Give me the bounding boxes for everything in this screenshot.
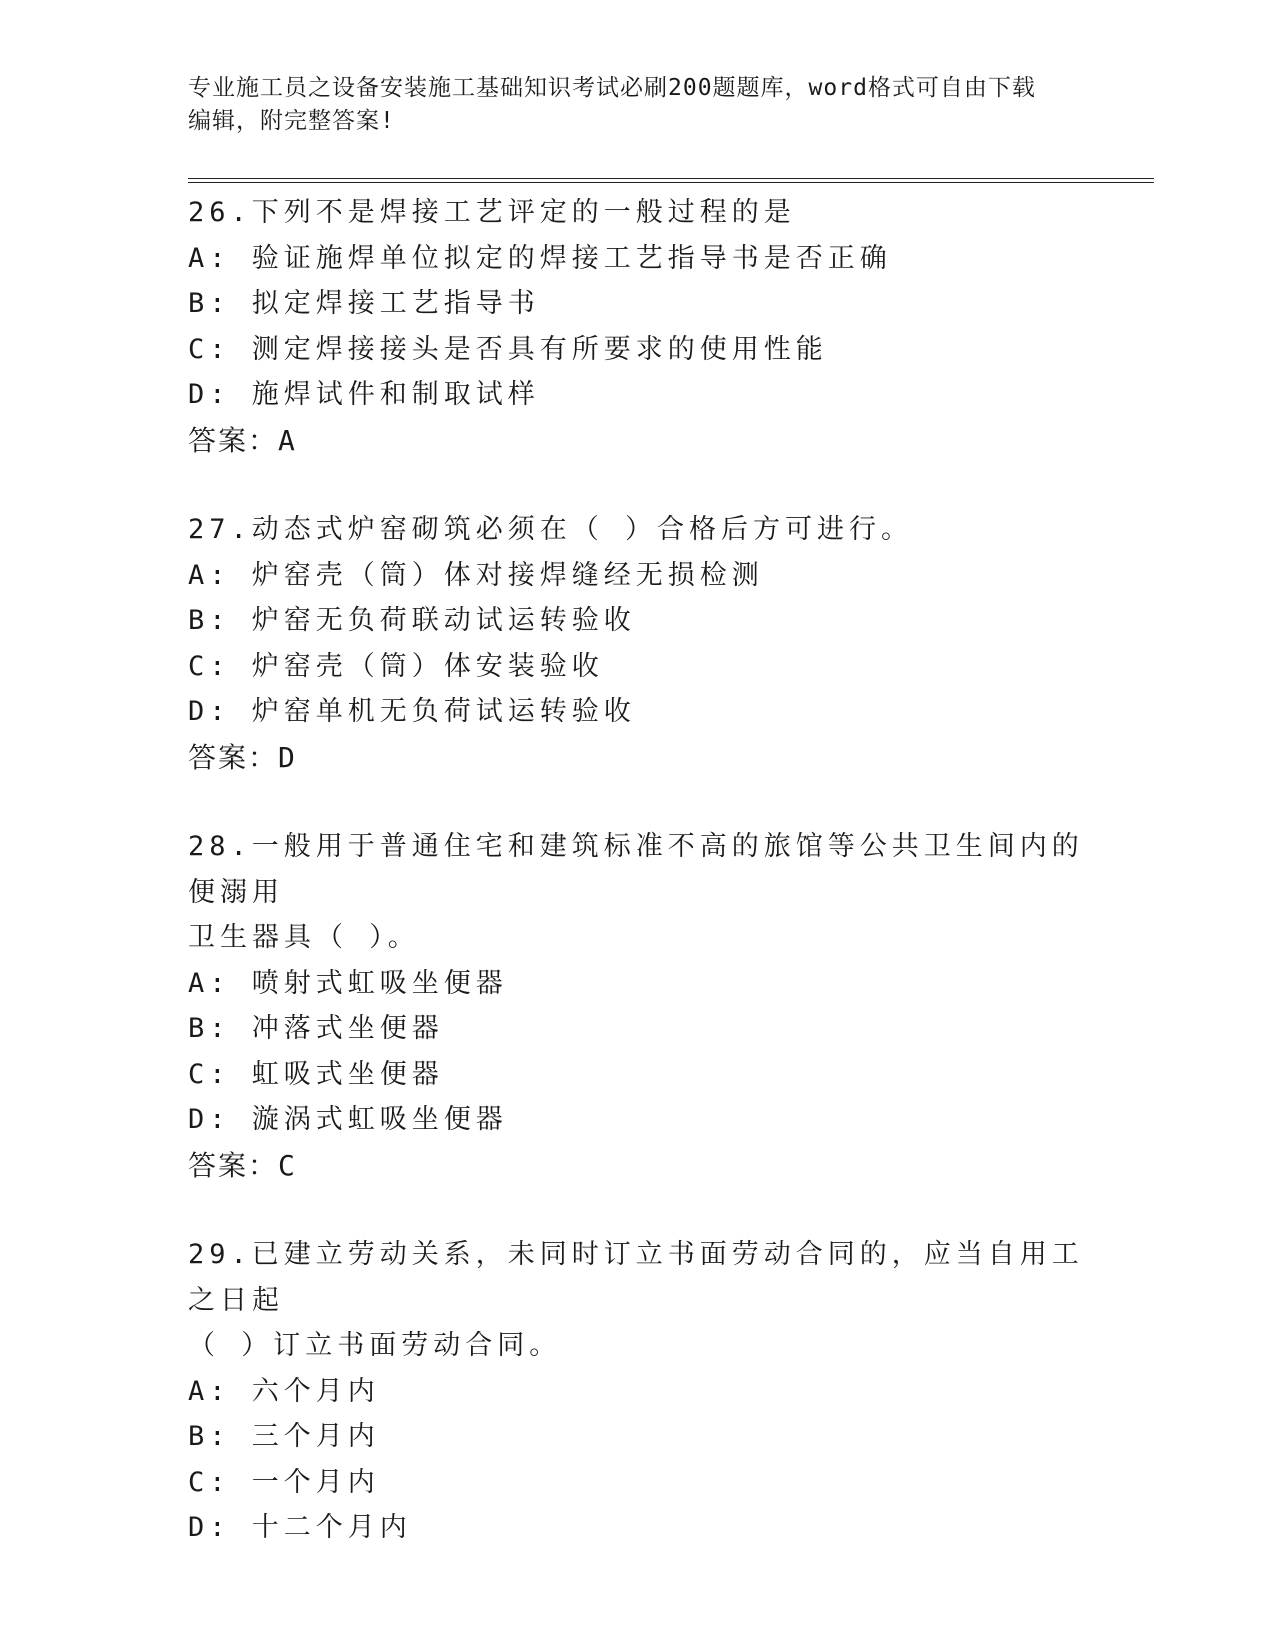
question-text-line-2: 卫生器具（ ）。 <box>188 922 420 953</box>
option-b: B: 三个月内 <box>188 1421 380 1452</box>
question-text-line-1: 29.已建立劳动关系，未同时订立书面劳动合同的，应当自用工之日起 <box>188 1239 1084 1316</box>
answer-value: D <box>278 740 297 774</box>
option-a: A: 炉窑壳（筒）体对接焊缝经无损检测 <box>188 559 764 591</box>
option-a: A: 验证施焊单位拟定的焊接工艺指导书是否正确 <box>188 242 892 274</box>
option-c: C: 一个月内 <box>188 1466 380 1498</box>
option-d: D: 十二个月内 <box>188 1512 412 1543</box>
option-d: D: 施焊试件和制取试样 <box>188 379 540 410</box>
answer-line <box>188 735 1088 781</box>
answer-value: C <box>278 1148 297 1182</box>
question-29 <box>188 1232 1088 1551</box>
question-27 <box>188 507 1088 780</box>
answer-line <box>188 418 1088 464</box>
answer-label: 答案： <box>188 423 279 457</box>
option-d: D: 炉窑单机无负荷试运转验收 <box>188 696 636 727</box>
question-text-line-2: （ ）订立书面劳动合同。 <box>188 1330 562 1361</box>
question-28 <box>188 824 1088 1188</box>
option-a: A: 六个月内 <box>188 1375 380 1407</box>
option-b: B: 冲落式坐便器 <box>188 1013 444 1044</box>
answer-label: 答案： <box>188 740 279 774</box>
option-c: C: 测定焊接接头是否具有所要求的使用性能 <box>188 333 828 365</box>
header-divider-top <box>188 178 1154 179</box>
question-list <box>188 190 1088 1595</box>
option-b: B: 炉窑无负荷联动试运转验收 <box>188 605 636 636</box>
answer-value: A <box>278 423 297 457</box>
option-c: C: 炉窑壳（筒）体安装验收 <box>188 650 604 682</box>
document-header <box>188 72 1068 138</box>
question-text: 27.动态式炉窑砌筑必须在（ ）合格后方可进行。 <box>188 514 914 545</box>
option-b: B: 拟定焊接工艺指导书 <box>188 288 540 319</box>
question-26 <box>188 190 1088 463</box>
header-divider-bottom <box>188 182 1154 183</box>
answer-label: 答案： <box>188 1148 279 1182</box>
header-title-line-1: 专业施工员之设备安装施工基础知识考试必刷200题题库，word格式可自由下载 <box>188 75 1036 101</box>
option-c: C: 虹吸式坐便器 <box>188 1058 444 1090</box>
question-text-line-1: 28.一般用于普通住宅和建筑标准不高的旅馆等公共卫生间内的便溺用 <box>188 831 1084 908</box>
option-a: A: 喷射式虹吸坐便器 <box>188 967 508 999</box>
option-d: D: 漩涡式虹吸坐便器 <box>188 1104 508 1135</box>
question-text: 26.下列不是焊接工艺评定的一般过程的是 <box>188 197 796 228</box>
answer-line <box>188 1143 1088 1189</box>
header-title-line-2: 编辑，附完整答案! <box>188 108 395 134</box>
